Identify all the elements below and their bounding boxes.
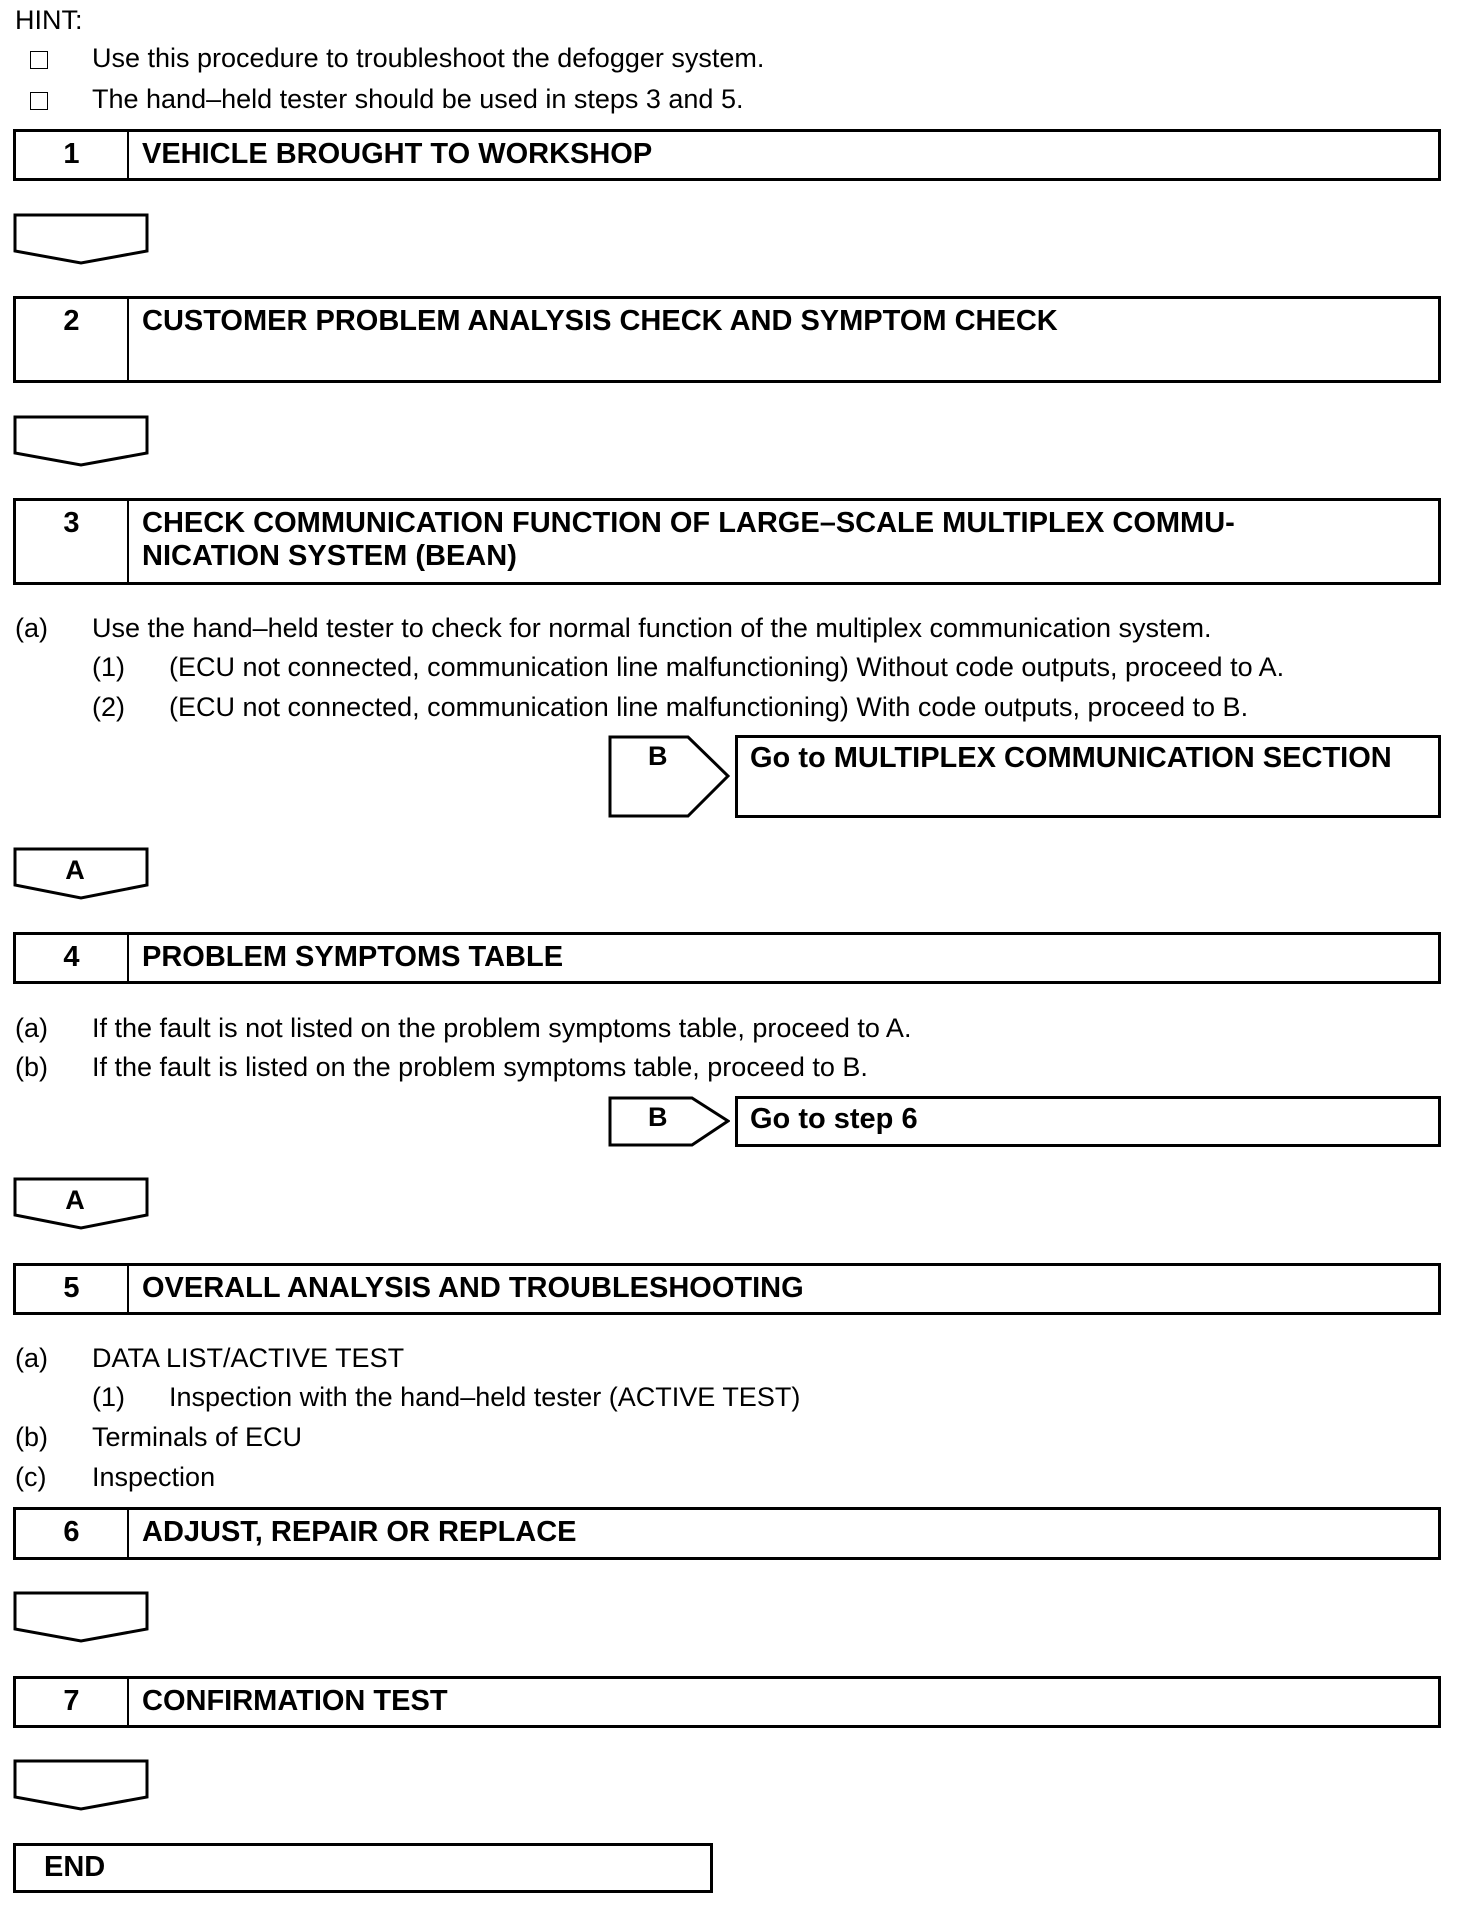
flow-arrow-icon xyxy=(13,1591,149,1643)
hint-item: Use this procedure to troubleshoot the defogger system. xyxy=(92,43,765,73)
step-title-line: CHECK COMMUNICATION FUNCTION OF LARGE–SCALE MULTIPLEX COMMU- xyxy=(142,507,1235,539)
flow-arrow-icon xyxy=(13,1759,149,1811)
end-label: END xyxy=(44,1851,106,1883)
item-text: Terminals of ECU xyxy=(92,1422,303,1452)
hint-label: HINT: xyxy=(15,5,83,35)
step-number: 6 xyxy=(16,1510,129,1557)
item-text: DATA LIST/ACTIVE TEST xyxy=(92,1343,405,1373)
flow-arrow-label: A xyxy=(65,1185,85,1215)
item-label: (a) xyxy=(15,1013,48,1043)
step-number: 3 xyxy=(16,501,129,582)
branch-b-marker xyxy=(608,1096,730,1147)
branch-target-box xyxy=(735,735,1441,818)
step-title xyxy=(142,507,1418,573)
step-number: 2 xyxy=(16,299,129,380)
item-label: (2) xyxy=(92,692,125,722)
branch-arrow-icon xyxy=(608,735,730,818)
hint-checkbox-icon xyxy=(30,92,48,110)
step-title: PROBLEM SYMPTOMS TABLE xyxy=(142,941,564,973)
item-label: (c) xyxy=(15,1462,47,1492)
item-label: (1) xyxy=(92,652,125,682)
flow-arrow-icon xyxy=(13,213,149,265)
step-number: 7 xyxy=(16,1679,129,1725)
item-text: Inspection xyxy=(92,1462,216,1492)
branch-arrow-icon xyxy=(608,1096,730,1147)
branch-b-marker xyxy=(608,735,730,818)
step-3-box xyxy=(13,498,1441,585)
branch-label: B xyxy=(648,1102,668,1132)
item-text: If the fault is listed on the problem symptoms table, proceed to B. xyxy=(92,1052,868,1082)
item-text: If the fault is not listed on the problem symptoms table, proceed to A. xyxy=(92,1013,912,1043)
step-title: CONFIRMATION TEST xyxy=(142,1685,448,1717)
flow-arrow-a xyxy=(13,847,149,900)
item-label: (b) xyxy=(15,1052,48,1082)
branch-target-text: Go to MULTIPLEX COMMUNICATION SECTION xyxy=(750,742,1392,774)
hint-checkbox-icon xyxy=(30,51,48,69)
step-number: 4 xyxy=(16,935,129,981)
flow-arrow-label: A xyxy=(65,855,85,885)
item-label: (a) xyxy=(15,1343,48,1373)
item-label: (b) xyxy=(15,1422,48,1452)
item-label: (a) xyxy=(15,613,48,643)
step-number: 1 xyxy=(16,132,129,178)
item-label: (1) xyxy=(92,1382,125,1412)
step-7-box xyxy=(13,1676,1441,1728)
step-title: VEHICLE BROUGHT TO WORKSHOP xyxy=(142,138,653,170)
branch-target-box xyxy=(735,1096,1441,1147)
hint-item: The hand–held tester should be used in steps 3 and 5. xyxy=(92,84,744,114)
step-1-box xyxy=(13,129,1441,181)
step-5-box xyxy=(13,1263,1441,1315)
step-2-box xyxy=(13,296,1441,383)
flow-arrow-a xyxy=(13,1177,149,1230)
step-title: OVERALL ANALYSIS AND TROUBLESHOOTING xyxy=(142,1272,804,1304)
end-box xyxy=(13,1843,713,1893)
branch-target-text: Go to step 6 xyxy=(750,1103,918,1135)
step-number: 5 xyxy=(16,1266,129,1312)
item-text: (ECU not connected, communication line malfunctioning) Without code outputs, proceed to A. xyxy=(169,652,1285,682)
step-title: ADJUST, REPAIR OR REPLACE xyxy=(142,1516,577,1548)
flow-arrow-icon xyxy=(13,415,149,467)
item-text: (ECU not connected, communication line malfunctioning) With code outputs, proceed to B. xyxy=(169,692,1249,722)
branch-label: B xyxy=(648,741,668,771)
item-text: Use the hand–held tester to check for normal function of the multiplex communication system. xyxy=(92,613,1212,643)
step-title-line: NICATION SYSTEM (BEAN) xyxy=(142,540,517,572)
step-4-box xyxy=(13,932,1441,984)
item-text: Inspection with the hand–held tester (ACTIVE TEST) xyxy=(169,1382,801,1412)
step-6-box xyxy=(13,1507,1441,1560)
step-title: CUSTOMER PROBLEM ANALYSIS CHECK AND SYMPTOM CHECK xyxy=(142,305,1058,337)
